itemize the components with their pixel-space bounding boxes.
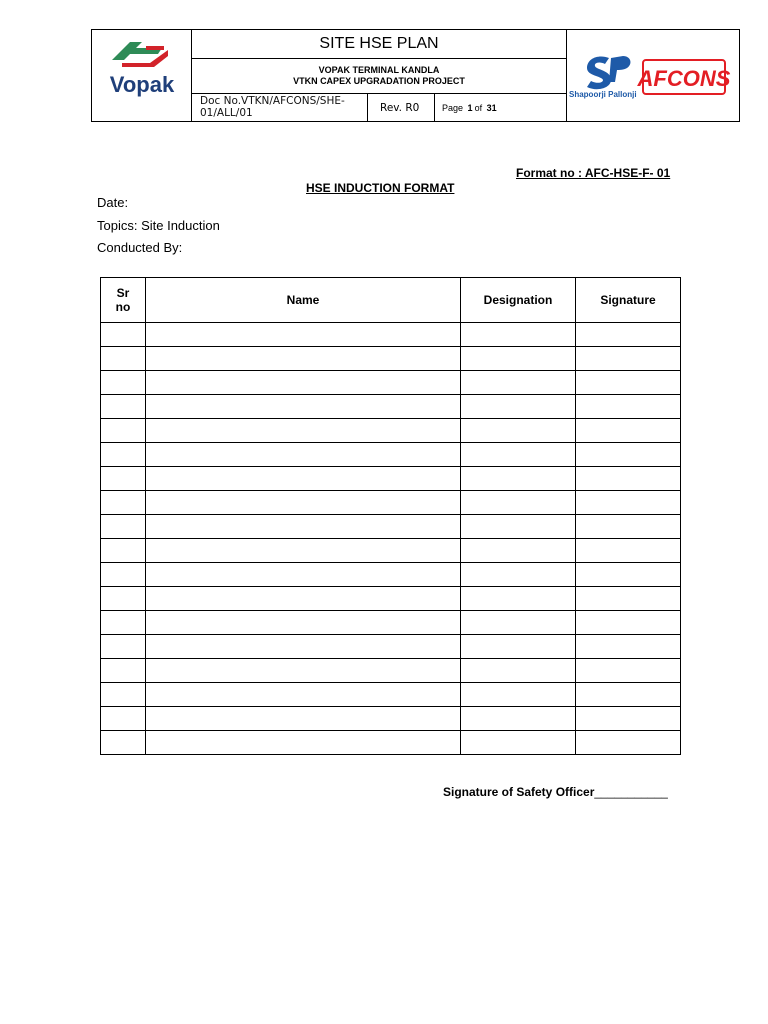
sr-no-cell[interactable] — [101, 467, 146, 491]
designation-cell[interactable] — [461, 587, 576, 611]
shapoorji-afcons-logo-graphic — [567, 30, 740, 121]
signature-cell[interactable] — [576, 587, 681, 611]
column-header-name: Name — [146, 278, 461, 323]
sr-no-cell[interactable] — [101, 515, 146, 539]
designation-cell[interactable] — [461, 395, 576, 419]
table-row — [101, 587, 681, 611]
sr-no-cell[interactable] — [101, 587, 146, 611]
contractor-logos — [566, 30, 739, 121]
designation-cell[interactable] — [461, 635, 576, 659]
sr-no-cell[interactable] — [101, 347, 146, 371]
designation-cell[interactable] — [461, 419, 576, 443]
name-cell[interactable] — [146, 419, 461, 443]
designation-cell[interactable] — [461, 539, 576, 563]
name-cell[interactable] — [146, 635, 461, 659]
table-row — [101, 539, 681, 563]
signature-cell[interactable] — [576, 323, 681, 347]
table-row — [101, 611, 681, 635]
name-cell[interactable] — [146, 659, 461, 683]
designation-cell[interactable] — [461, 731, 576, 755]
table-row — [101, 395, 681, 419]
signature-cell[interactable] — [576, 707, 681, 731]
signature-cell[interactable] — [576, 443, 681, 467]
name-cell[interactable] — [146, 707, 461, 731]
column-header-signature: Signature — [576, 278, 681, 323]
name-cell[interactable] — [146, 347, 461, 371]
designation-cell[interactable] — [461, 515, 576, 539]
attendance-table-body — [101, 323, 681, 755]
afcons-logo-text: AFCONS — [637, 66, 731, 91]
name-cell[interactable] — [146, 323, 461, 347]
sr-no-cell[interactable] — [101, 611, 146, 635]
sr-no-cell[interactable] — [101, 491, 146, 515]
designation-cell[interactable] — [461, 443, 576, 467]
sr-no-cell[interactable] — [101, 635, 146, 659]
table-row — [101, 683, 681, 707]
designation-cell[interactable] — [461, 491, 576, 515]
name-cell[interactable] — [146, 395, 461, 419]
safety-officer-signature-line: ___________ — [594, 785, 668, 799]
table-row — [101, 371, 681, 395]
sr-no-cell[interactable] — [101, 371, 146, 395]
designation-cell[interactable] — [461, 611, 576, 635]
signature-cell[interactable] — [576, 371, 681, 395]
column-header-no: no — [115, 300, 131, 314]
date-field: Date: — [97, 195, 129, 210]
page-indicator — [435, 94, 573, 121]
name-cell[interactable] — [146, 539, 461, 563]
project-name — [192, 59, 566, 94]
document-title: SITE HSE PLAN — [192, 30, 566, 59]
designation-cell[interactable] — [461, 467, 576, 491]
sr-no-cell[interactable] — [101, 563, 146, 587]
table-row — [101, 491, 681, 515]
signature-cell[interactable] — [576, 419, 681, 443]
signature-cell[interactable] — [576, 395, 681, 419]
table-row — [101, 635, 681, 659]
project-line-2: VTKN CAPEX UPGRADATION PROJECT — [293, 76, 465, 86]
page-of: of — [474, 102, 483, 113]
sp-emblem-p — [609, 56, 630, 82]
table-row — [101, 419, 681, 443]
form-title: HSE INDUCTION FORMAT — [306, 181, 455, 195]
vopak-logo — [92, 30, 192, 121]
page-total: 31 — [486, 102, 497, 113]
document-number — [192, 94, 368, 121]
table-header-row — [101, 278, 681, 323]
column-header-designation: Designation — [461, 278, 576, 323]
document-header — [91, 29, 740, 122]
document-number-line-2: 01/ALL/01 — [200, 107, 253, 119]
name-cell[interactable] — [146, 563, 461, 587]
table-row — [101, 515, 681, 539]
sp-emblem-s — [587, 56, 611, 89]
name-cell[interactable] — [146, 443, 461, 467]
name-cell[interactable] — [146, 587, 461, 611]
signature-cell[interactable] — [576, 467, 681, 491]
name-cell[interactable] — [146, 731, 461, 755]
designation-cell[interactable] — [461, 347, 576, 371]
signature-cell[interactable] — [576, 347, 681, 371]
table-row — [101, 707, 681, 731]
table-row — [101, 731, 681, 755]
column-header-sr: Sr — [116, 286, 130, 300]
table-row — [101, 563, 681, 587]
sr-no-cell[interactable] — [101, 683, 146, 707]
name-cell[interactable] — [146, 611, 461, 635]
name-cell[interactable] — [146, 491, 461, 515]
shapoorji-logo-text: Shapoorji Pallonji — [569, 90, 637, 99]
signature-cell[interactable] — [576, 635, 681, 659]
format-number: Format no : AFC-HSE-F- 01 — [516, 166, 671, 180]
signature-cell[interactable] — [576, 611, 681, 635]
sr-no-cell[interactable] — [101, 419, 146, 443]
signature-cell[interactable] — [576, 515, 681, 539]
table-row — [101, 323, 681, 347]
attendance-table — [100, 277, 681, 755]
sr-no-cell[interactable] — [101, 323, 146, 347]
designation-cell[interactable] — [461, 707, 576, 731]
signature-cell[interactable] — [576, 563, 681, 587]
signature-cell[interactable] — [576, 539, 681, 563]
signature-cell[interactable] — [576, 683, 681, 707]
designation-cell[interactable] — [461, 323, 576, 347]
page-word: Page — [442, 102, 464, 113]
conducted-by-field: Conducted By: — [97, 240, 183, 255]
signature-cell[interactable] — [576, 731, 681, 755]
sr-no-cell[interactable] — [101, 395, 146, 419]
designation-cell[interactable] — [461, 371, 576, 395]
designation-cell[interactable] — [461, 659, 576, 683]
sr-no-cell[interactable] — [101, 731, 146, 755]
sr-no-cell[interactable] — [101, 659, 146, 683]
sr-no-cell[interactable] — [101, 443, 146, 467]
sr-no-cell[interactable] — [101, 707, 146, 731]
vopak-logo-text: Vopak — [109, 72, 175, 97]
designation-cell[interactable] — [461, 683, 576, 707]
name-cell[interactable] — [146, 515, 461, 539]
project-line-1: VOPAK TERMINAL KANDLA — [318, 65, 440, 75]
page-current: 1 — [467, 102, 473, 113]
name-cell[interactable] — [146, 371, 461, 395]
name-cell[interactable] — [146, 683, 461, 707]
safety-officer-signature-label: Signature of Safety Officer — [443, 785, 595, 799]
safety-officer-signature — [443, 785, 668, 799]
signature-cell[interactable] — [576, 659, 681, 683]
designation-cell[interactable] — [461, 563, 576, 587]
column-header-sr-no — [101, 278, 146, 323]
table-row — [101, 467, 681, 491]
name-cell[interactable] — [146, 467, 461, 491]
topics-field: Topics: Site Induction — [97, 218, 220, 233]
revision: Rev. R0 — [368, 94, 435, 121]
table-row — [101, 443, 681, 467]
signature-cell[interactable] — [576, 491, 681, 515]
table-row — [101, 659, 681, 683]
sr-no-cell[interactable] — [101, 539, 146, 563]
table-row — [101, 347, 681, 371]
document-number-line-1: Doc No.VTKN/AFCONS/SHE- — [200, 95, 345, 107]
vopak-logo-graphic — [92, 30, 192, 121]
